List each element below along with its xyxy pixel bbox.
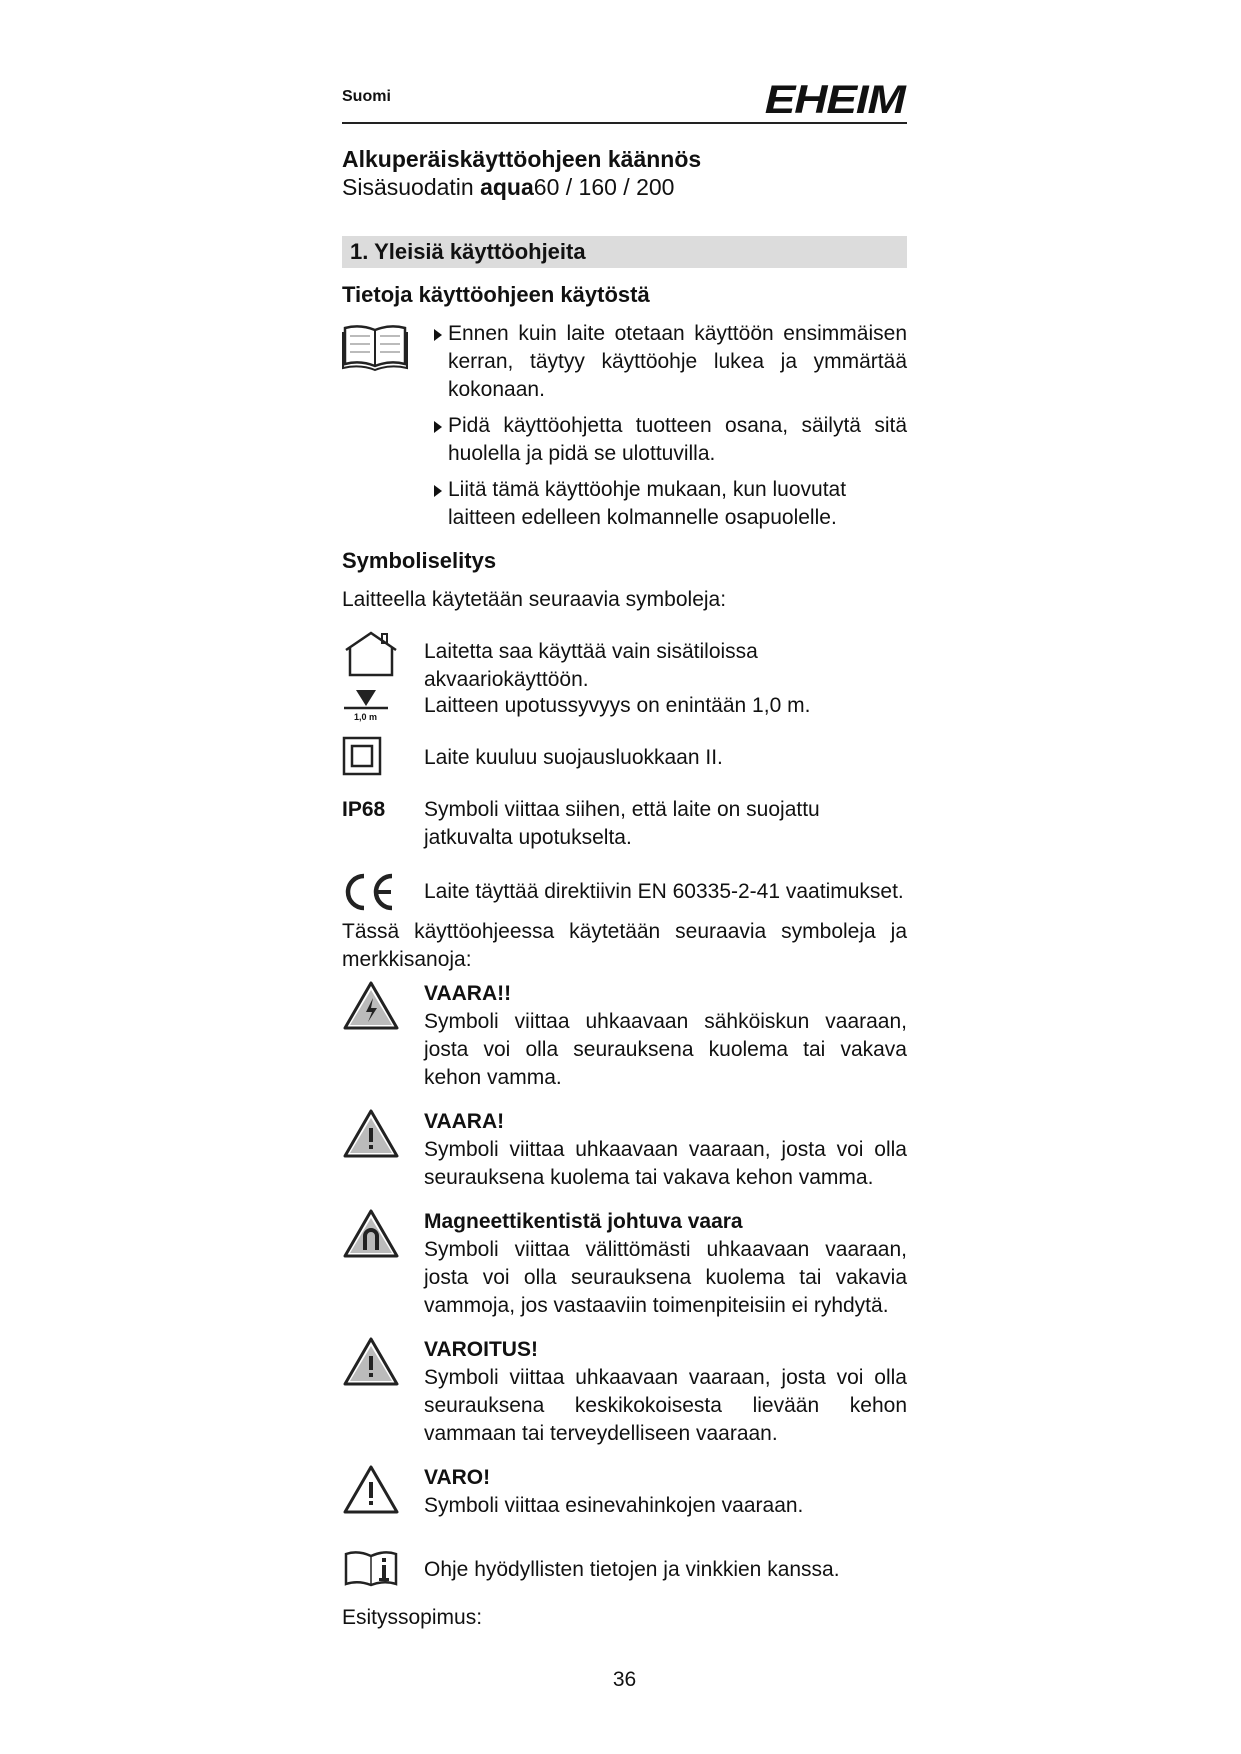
- manual-symbols-intro: Tässä käyttöohjeessa käytetään seuraavia symboleja ja merkkisanoja:: [342, 920, 907, 971]
- symbols-heading: Symboliselitys: [342, 548, 497, 573]
- hazard-description: Symboli viittaa esinevahinkojen vaaraan.: [424, 1494, 804, 1517]
- document-subtitle: [342, 174, 674, 201]
- hazard-text: [424, 1556, 907, 1584]
- ip68-label: IP68: [342, 798, 386, 821]
- section-heading-text: 1. Yleisiä käyttöohjeita: [350, 239, 586, 264]
- hazard-text: [424, 980, 907, 1092]
- symbols-intro: Laitteella käytetään seuraavia symboleja:: [342, 588, 727, 611]
- convention-label: Esityssopimus:: [342, 1606, 483, 1629]
- bullet-item: Liitä tämä käyttöohje mukaan, kun luovutat laitteen edelleen kolmannelle osapuolelle.: [432, 476, 907, 532]
- warning-icon: [342, 1336, 400, 1388]
- hazard-text: [424, 1108, 907, 1192]
- hazard-title: Magneettikentistä johtuva vaara: [424, 1210, 743, 1233]
- hazard-title: VAARA!!: [424, 982, 512, 1005]
- language-label: Suomi: [342, 88, 391, 105]
- hazard-description: Symboli viittaa uhkaavaan vaaraan, josta voi olla seurauksena kuolema tai vakava kehon vamma.: [424, 1138, 907, 1189]
- symbol-text: Symboli viittaa siihen, että laite on suojattu jatkuvalta upotukselta.: [424, 798, 820, 849]
- class-ii-icon: [342, 736, 382, 776]
- book-icon: [342, 320, 408, 372]
- hazard-title: VAROITUS!: [424, 1338, 538, 1361]
- hazard-title: VARO!: [424, 1466, 491, 1489]
- subtitle-models: 60 / 160 / 200: [533, 174, 675, 200]
- hazard-description: Symboli viittaa välittömästi uhkaavaan vaaraan, josta voi olla seurauksena kuolema tai vakavia vammoja, jos vastaaviin toimenpiteisiin ei ryhdytä.: [424, 1238, 907, 1317]
- usage-heading: Tietoja käyttöohjeen käytöstä: [342, 282, 650, 307]
- warning-icon: [342, 1108, 400, 1160]
- subtitle-prefix: Sisäsuodatin: [342, 174, 481, 200]
- magnet-hazard-icon: [342, 1208, 400, 1260]
- depth-label: 1,0 m: [354, 712, 378, 722]
- caution-icon: [342, 1464, 400, 1516]
- page-header: [342, 78, 907, 124]
- ce-mark-icon: [342, 872, 396, 912]
- section-heading: [342, 236, 907, 268]
- hazard-title: VAARA!: [424, 1110, 505, 1133]
- hazard-text: [424, 1336, 907, 1448]
- hazard-description: Ohje hyödyllisten tietojen ja vinkkien kanssa.: [424, 1558, 840, 1581]
- bullet-item: Pidä käyttöohjetta tuotteen osana, säilytä sitä huolella ja pidä se ulottuvilla.: [432, 412, 907, 468]
- brand-logo: EHEIM: [765, 78, 905, 122]
- subtitle-product: aqua: [480, 174, 534, 200]
- electric-hazard-icon: [342, 980, 400, 1032]
- hazard-description: Symboli viittaa uhkaavaan vaaraan, josta voi olla seurauksena keskikokoisesta lievään kehon vammaan tai terveydelliseen vaaraan.: [424, 1366, 907, 1445]
- usage-bullets: [432, 320, 907, 540]
- symbol-text: Laitteen upotussyvyys on enintään 1,0 m.: [424, 694, 811, 717]
- page-number: 36: [612, 1668, 637, 1691]
- hazard-text: [424, 1464, 907, 1520]
- info-book-icon: [342, 1548, 400, 1588]
- hazard-text: [424, 1208, 907, 1320]
- bullet-item: Ennen kuin laite otetaan käyttöön ensimmäisen kerran, täytyy käyttöohje lukea ja ymmärtää kokonaan.: [432, 320, 907, 404]
- symbol-text: Laite täyttää direktiivin EN 60335-2-41 vaatimukset.: [424, 880, 904, 903]
- symbol-text: Laite kuuluu suojausluokkaan II.: [424, 746, 723, 769]
- hazard-description: Symboli viittaa uhkaavaan sähköiskun vaaraan, josta voi olla seurauksena kuolema tai vakava kehon vamma.: [424, 1010, 907, 1089]
- document-title: Alkuperäiskäyttöohjeen käännös: [342, 146, 702, 172]
- house-icon: [342, 630, 400, 678]
- symbol-text: Laitetta saa käyttää vain sisätiloissa akvaariokäyttöön.: [424, 640, 758, 691]
